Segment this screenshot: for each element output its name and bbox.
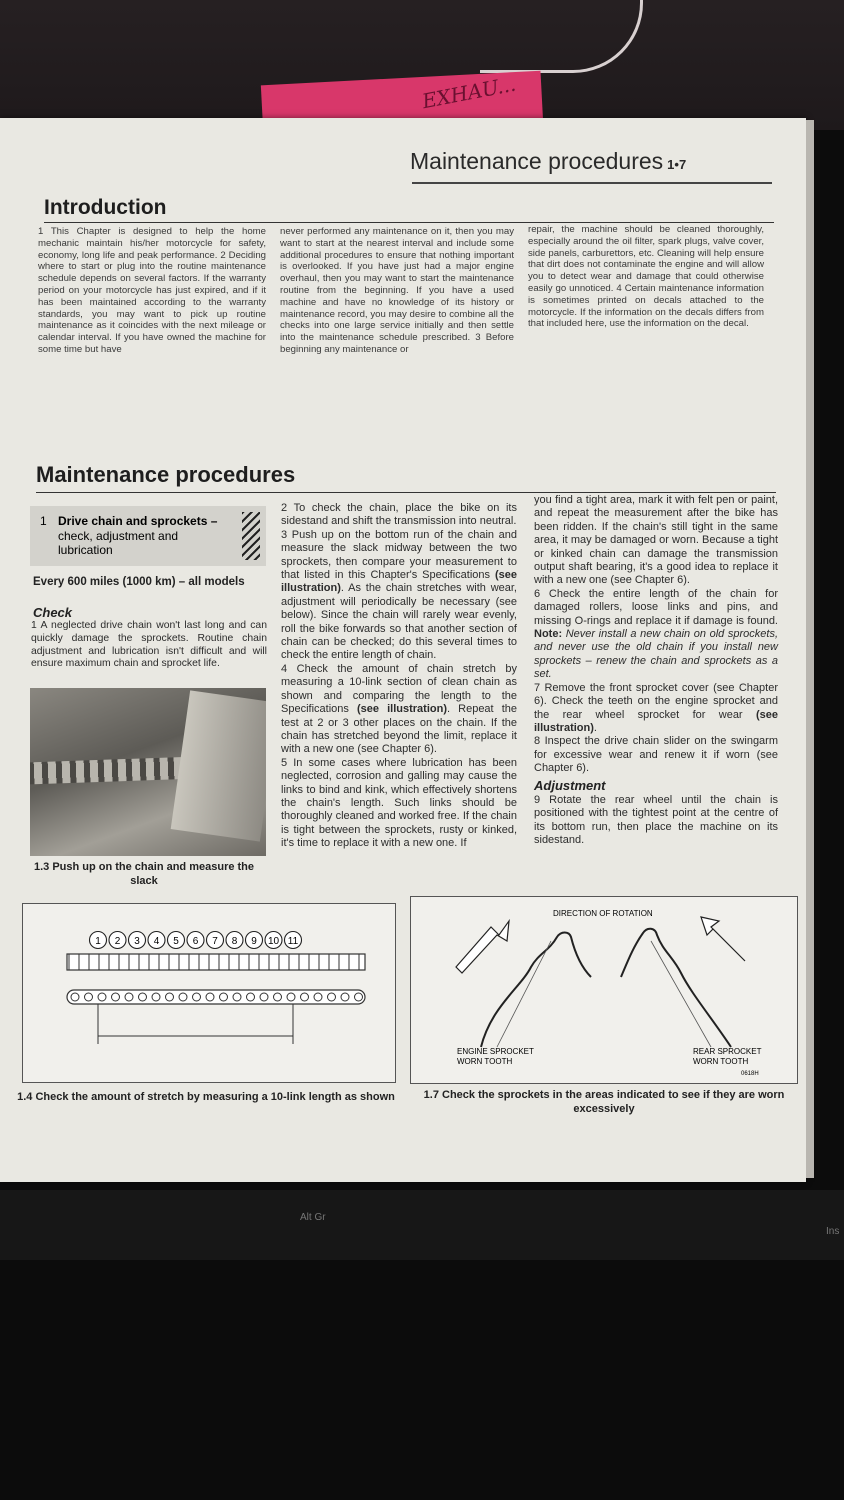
intro-rule [44, 222, 774, 223]
chain-roller [287, 993, 295, 1001]
link-number: 3 [134, 936, 140, 947]
section-title: Drive chain and sprockets – [58, 514, 218, 528]
chain-roller [98, 993, 106, 1001]
figure-1-4 [22, 903, 396, 1083]
chain-roller [193, 993, 201, 1001]
link-number: 2 [114, 936, 121, 947]
link-number: 5 [173, 936, 179, 947]
figure-1-7 [410, 896, 798, 1084]
service-interval: Every 600 miles (1000 km) – all models [33, 576, 245, 588]
link-number: 10 [267, 936, 280, 947]
page-edge [806, 120, 814, 1178]
link-number: 7 [212, 936, 218, 947]
engine-leader-line [497, 941, 551, 1047]
link-number: 11 [287, 936, 299, 947]
section-subtitle: check, adjustment and lubrication [58, 529, 179, 557]
link-number: 6 [192, 936, 199, 947]
manual-page [0, 118, 806, 1182]
intro-heading: Introduction [44, 196, 167, 219]
intro-col-3: repair, the machine should be cleaned thoroughly, especially around the oil filter, spark plugs, valve cover, side panels, carburettors, etc. Cleaning will help ensure that dirt does not contaminate the engine and will allow you to detect wear and damage that could otherwise easily go unnoticed. 4 Certain maintenance information is sometimes printed on decals attached to the motorcycle. If the information on the decals differs from that included here, use the information on the decal. [528, 224, 764, 330]
main-heading: Maintenance procedures [36, 462, 296, 487]
section-number: 1 [40, 514, 47, 528]
chain-diagram [23, 904, 395, 1082]
rear-sprocket-tooth [621, 929, 731, 1047]
chain-side-view [67, 954, 365, 970]
sticky-note: EXHAU... [261, 71, 543, 138]
link-number: 9 [251, 936, 257, 947]
check-heading: Check [33, 605, 73, 620]
chain-roller [355, 993, 363, 1001]
rear-leader-line [651, 941, 711, 1047]
chain-roller [125, 993, 133, 1001]
link-number: 1 [95, 936, 101, 947]
chain-roller [247, 993, 255, 1001]
chain-roller [328, 993, 336, 1001]
difficulty-icon [242, 512, 260, 560]
ins-key: Ins [826, 1226, 840, 1237]
main-col-3: you find a tight area, mark it with felt pen or paint, and repeat the measurement after the bike has been ridden. If the chain's still tight in the same area, it may be damaged or worn. Because a tight or kinked chain can damage the transmission output shaft bearing, it's a good idea to replace it with a new one (see Chapter 6). 6 Check the entire length of the chain for damaged rollers, loose links and pins, and missing O-rings and replace it if damage is found. Note: Never install a new chain on old sprockets, and never use the old chain if you install new sprockets – renew the chain and sprockets as a set. 7 Remove the front sprocket cover (see Chapter 6). Check the teeth on the engine sprocket and the rear wheel sprocket for wear (see illustration). 8 Inspect the drive chain slider on the swingarm for excessive wear and renew it if worn (see Chapter 6). Adjustment 9 Rotate the rear wheel until the chain is positioned with the tightest point at the centre of its bottom run, then place the machine on its sidestand. [534, 494, 779, 847]
chain-roller [152, 993, 160, 1001]
rotation-arrow-left [456, 921, 509, 973]
rear-sprocket-label: REAR SPROCKET WORN TOOTH [693, 1047, 762, 1066]
chain-roller [274, 993, 282, 1001]
chain-roller [179, 993, 187, 1001]
section-box [30, 506, 266, 566]
caption-1-3: 1.3 Push up on the chain and measure the slack [33, 861, 255, 887]
chain-roller [166, 993, 174, 1001]
link-number: 8 [231, 936, 238, 947]
page-header [410, 148, 686, 175]
chain-roller [341, 993, 349, 1001]
caption-1-4: 1.4 Check the amount of stretch by measuring a 10-link length as shown [17, 1091, 395, 1103]
main-rule [36, 492, 776, 493]
intro-col-2: never performed any maintenance on it, then you may want to start at the nearest interval and include some additional procedures to ensure that nothing important is overlooked. If you have just had a major engine overhaul, then you may want to start the maintenance routine from the beginning. If you have a used machine and have no knowledge of its history or maintenance record, you may desire to combine all the checks into one large service initially and then settle into the maintenance schedule prescribed. 3 Before beginning any maintenance or [280, 226, 514, 355]
chain-roller [85, 993, 93, 1001]
photo-chain-slack [30, 688, 266, 856]
page-number: 1•7 [667, 157, 687, 172]
chain-roller [314, 993, 322, 1001]
direction-label: DIRECTION OF ROTATION [553, 909, 653, 918]
figure-code: 0618H [741, 1071, 759, 1077]
keyboard-strip [0, 1190, 844, 1260]
caption-1-7: 1.7 Check the sprockets in the areas indicated to see if they are worn excessively [423, 1089, 785, 1115]
chain-roller [112, 993, 120, 1001]
adjustment-heading: Adjustment [534, 777, 606, 793]
main-col-2: 2 To check the chain, place the bike on its sidestand and shift the transmission into neutral. 3 Push up on the bottom run of the chain and measure the slack midway between the two sprockets, then compare your measurement to that listed in this Chapter's Specifications (see illustration). As the chain stretches with wear, adjustment will periodically be necessary (see below). Since the chain will rarely wear evenly, roll the bike forwards so that another section of chain can be checked; do this several times to check the entire length of chain. 4 Check the amount of chain stretch by measuring a 10-link section of clean chain as shown and comparing the length to the Specifications (see illustration). Repeat the test at 2 or 3 other places on the chain. If the chain has stretched beyond the limit, replace it with a new one (see Chapter 6). 5 In some cases where lubrication has been neglected, corrosion and galling may cause the links to bind and kink, which effectively shortens the chain's length. Such links should be thoroughly cleaned and worked free. If the chain is tight between the sprockets, rusty or kinked, it's time to replace it with a new one. If [281, 502, 518, 850]
intro-col-1: 1 This Chapter is designed to help the home mechanic maintain his/her motorcycle for safety, economy, long life and peak performance. 2 Deciding where to start or plug into the routine maintenance schedule depends on several factors. If the warranty period on your motorcycle has just expired, and if it has been maintained according to the warranty standards, you may want to pick up routine maintenance as it coincides with the next mileage or calendar interval. If you have owned the machine for some time but have [38, 226, 266, 355]
page-header-title: Maintenance procedures [410, 148, 664, 174]
chain-roller [220, 993, 228, 1001]
header-rule [412, 182, 772, 184]
chain-roller [139, 993, 147, 1001]
chain-roller [206, 993, 214, 1001]
engine-sprocket-label: ENGINE SPROCKET WORN TOOTH [457, 1047, 534, 1066]
chain-roller [260, 993, 268, 1001]
chain-roller [71, 993, 79, 1001]
swingarm-in-photo [171, 690, 266, 841]
chain-roller [233, 993, 241, 1001]
link-number: 4 [153, 936, 160, 947]
altgr-key: Alt Gr [300, 1212, 326, 1223]
check-para-1: 1 A neglected drive chain won't last long and can quickly damage the sprockets. Routine chain adjustment and lubrication isn't difficult and will ensure maximum chain and sprocket life. [31, 620, 267, 670]
engine-sprocket-tooth [481, 933, 591, 1048]
rotation-arrow-right [701, 917, 745, 961]
chain-roller [301, 993, 309, 1001]
